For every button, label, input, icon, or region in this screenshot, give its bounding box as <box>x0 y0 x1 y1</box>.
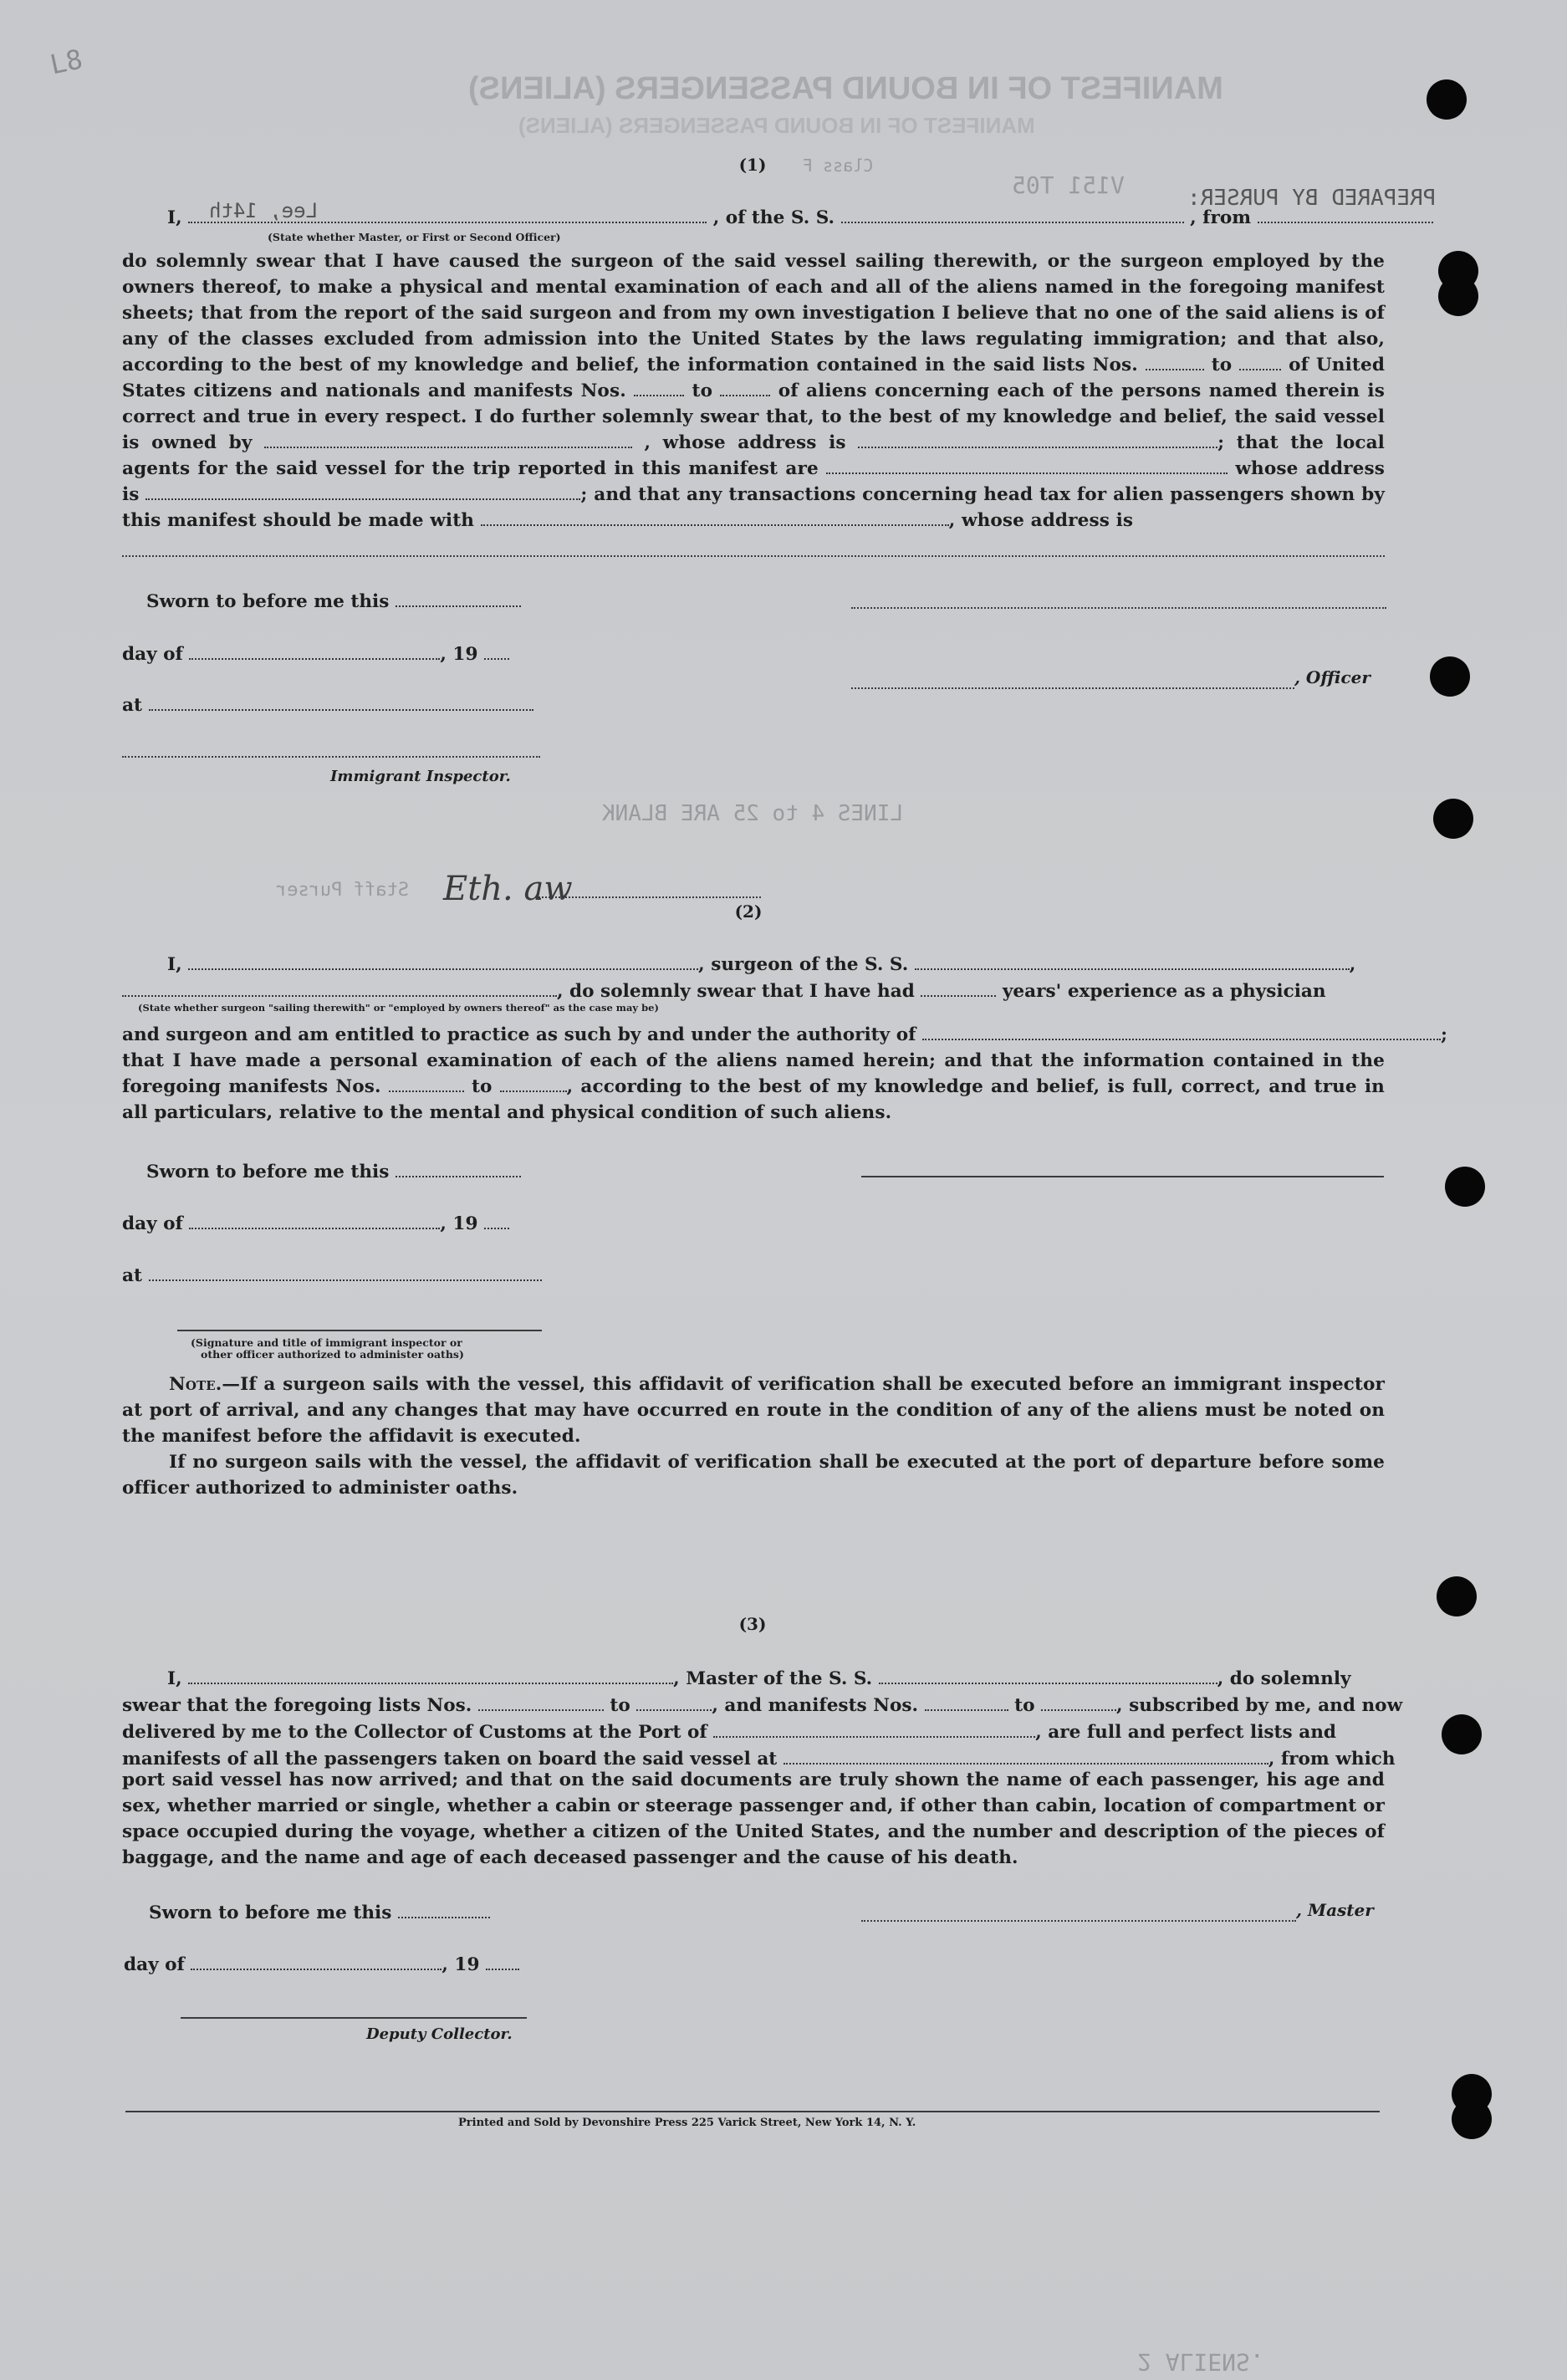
s1-sworn-date-field[interactable] <box>396 589 521 607</box>
s1-officer-sig-top[interactable] <box>851 607 1386 609</box>
s1-para-b: of United States citizens and nationals and manifests Nos. <box>122 355 1386 401</box>
ghost-title-2: MANIFEST OF IN BOUND PASSENGERS (ALIENS) <box>518 113 1035 138</box>
s2-swear: , do solemnly swear that I have had <box>557 981 915 1002</box>
s3-body <box>122 1767 1385 1871</box>
s2-manifest-from-field[interactable] <box>389 1074 464 1092</box>
s3-line2 <box>122 1693 1402 1716</box>
s3-sworn-date-field[interactable] <box>398 1900 490 1918</box>
s3-master-label: , Master <box>1296 1900 1374 1920</box>
s3-line3 <box>122 1719 1336 1743</box>
s2-status-field[interactable] <box>122 978 557 997</box>
s3-master-of: , Master of the S. S. <box>673 1668 873 1689</box>
s1-head-tax-field[interactable] <box>481 508 949 526</box>
s1-day-field[interactable] <box>189 641 440 660</box>
s3-body-text: port said vessel has now arrived; and that on the said documents are truly shown the name of each passenger, his age and sex, whether married or single, whether a cabin or steerage passenger and, if other than cabin, location of compartment or space occupied during the voyage, whether a citizen of the United States, and the number and description of the pieces of baggage, and the name and age of each deceased passenger and the cause of his death. <box>122 1770 1385 1868</box>
s2-day-label: day of <box>122 1213 183 1234</box>
ghost-stamp: V151 T05 <box>1012 171 1125 199</box>
s1-to: to <box>1211 355 1233 375</box>
staff-purser-stamp: Staff Purser <box>276 880 409 901</box>
s3-from-which: , from which <box>1268 1749 1396 1770</box>
s1-owner-field[interactable] <box>264 430 632 448</box>
s2-entitled: and surgeon and am entitled to practice as such by and under the authority of ; <box>122 1022 1447 1045</box>
printer-footer: Printed and Sold by Devonshire Press 225 Varick Street, New York 14, N. Y. <box>458 2117 916 2129</box>
s1-manifests-from-field[interactable] <box>634 378 684 396</box>
s1-year-field[interactable] <box>484 641 509 660</box>
s3-day-field[interactable] <box>191 1952 442 1970</box>
note-block <box>122 1371 1385 1501</box>
s3-line4 <box>122 1746 1396 1770</box>
s3-subscribed: , subscribed by me, and now <box>1116 1695 1403 1716</box>
s1-from-field[interactable] <box>1258 205 1433 223</box>
prepared-by-purser: PREPARED BY PURSER: <box>1187 186 1437 211</box>
punch-hole <box>1445 1167 1485 1207</box>
s3-master-sig[interactable] <box>861 1920 1296 1922</box>
s2-manifest-to-field[interactable] <box>500 1074 567 1092</box>
ghost-title: MANIFEST OF IN BOUND PASSENGERS (ALIENS) <box>468 71 1223 106</box>
s1-at <box>122 692 533 716</box>
purser-signature: Eth. aw <box>443 870 573 908</box>
s3-embark-port-field[interactable] <box>784 1746 1268 1765</box>
punch-hole <box>1427 79 1467 120</box>
s2-years: years' experience as a physician <box>1002 981 1326 1002</box>
s2-line1: I, , surgeon of the S. S. , <box>167 952 1355 975</box>
punch-hole <box>1430 656 1470 697</box>
s2-sworn <box>146 1159 521 1182</box>
s2-surgeon-of: , surgeon of the S. S. <box>698 954 909 975</box>
s3-delivered: delivered by me to the Collector of Customs at the Port of <box>122 1722 707 1743</box>
s3-nineteen: , 19 <box>442 1954 480 1975</box>
section-3-number: (3) <box>738 1614 767 1634</box>
s1-sworn-label: Sworn to before me this <box>146 591 390 612</box>
s3-day-label: day of <box>124 1954 185 1975</box>
s1-owner-address-field[interactable] <box>858 430 1217 448</box>
s3-to: to <box>610 1695 630 1716</box>
s3-master-name-field[interactable] <box>188 1666 673 1684</box>
s1-head-tax: ; and that any transactions concerning head tax for alien passengers shown by this manifest should be made with <box>122 484 1385 531</box>
punch-hole <box>1442 1714 1482 1754</box>
s3-year-field[interactable] <box>486 1952 519 1970</box>
s2-day-field[interactable] <box>189 1211 440 1229</box>
purser-sig-line <box>535 896 761 898</box>
s3-do-solemnly: , do solemnly <box>1217 1668 1351 1689</box>
s3-manifests-all: manifests of all the passengers taken on board the said vessel at <box>122 1749 778 1770</box>
s3-i: I, <box>167 1668 182 1689</box>
footer-rule <box>125 2111 1380 2112</box>
punch-hole <box>1438 276 1478 316</box>
s2-day <box>122 1211 509 1234</box>
s2-according: , according to the best of my knowledge and belief, is full, correct, and true in <box>566 1076 1385 1097</box>
s1-agents-field[interactable] <box>826 456 1228 474</box>
s1-officer-sig[interactable] <box>851 687 1294 689</box>
s2-line2 <box>122 978 1326 1002</box>
s1-agents-address-field[interactable] <box>145 482 580 500</box>
s3-collector-sig[interactable] <box>181 2017 527 2019</box>
s2-sig-caption-1: (Signature and title of immigrant inspector or <box>191 1336 462 1349</box>
lines-blank-stamp: LINES 4 to 25 ARE BLANK <box>602 801 904 826</box>
s2-examination <box>122 1048 1385 1126</box>
s3-sworn <box>149 1900 490 1923</box>
s1-local-agents: that the local agents for the said vessel for the trip reported in this manifest are <box>122 432 1385 479</box>
s2-entitled-text: and surgeon and am entitled to practice as such by and under the authority of <box>122 1024 916 1045</box>
punch-hole <box>1452 2099 1492 2139</box>
s2-sig-caption-2: other officer authorized to administer oaths) <box>201 1348 464 1361</box>
s3-deputy-collector-label: Deputy Collector. <box>366 2025 513 2043</box>
punch-hole <box>1437 1576 1477 1616</box>
s2-caption: (State whether surgeon "sailing therewith" or "employed by owners thereof" as the case may be) <box>138 1002 659 1014</box>
bottom-stamp: 2 ALIENS. <box>1137 2348 1264 2376</box>
s3-lists-from-field[interactable] <box>478 1693 604 1711</box>
s1-whose-address: , whose address is <box>644 432 846 453</box>
s2-examination-text: that I have made a personal examination of each of the aliens named herein; and that the information contained in the <box>122 1050 1385 1071</box>
s2-i: I, <box>167 954 182 975</box>
s3-full-lists: , are full and perfect lists and <box>1035 1722 1337 1743</box>
s2-nineteen: , 19 <box>440 1213 478 1234</box>
s1-typed-name: Lee, 14th <box>209 199 319 222</box>
s2-vessel-field[interactable] <box>915 952 1350 970</box>
s2-to: to <box>471 1076 493 1097</box>
s1-address-line[interactable] <box>122 555 1385 557</box>
s2-surgeon-sig[interactable] <box>861 1176 1384 1177</box>
s1-sworn <box>146 589 521 612</box>
section-1-number: (1) <box>738 155 767 175</box>
s3-and-manifests: , and manifests Nos. <box>712 1695 919 1716</box>
s1-lists-to-field[interactable] <box>1239 352 1281 370</box>
s1-whose-address-2: whose address is <box>122 458 1385 505</box>
s2-authority-field[interactable] <box>922 1022 1441 1040</box>
corner-mark: L8 <box>47 43 86 81</box>
s3-manifests-from-field[interactable] <box>925 1693 1008 1711</box>
s3-lists-to-field[interactable] <box>636 1693 712 1711</box>
s3-manifests-to-field[interactable] <box>1041 1693 1116 1711</box>
s1-nineteen: , 19 <box>440 644 478 665</box>
s2-foregoing: foregoing manifests Nos. <box>122 1076 381 1097</box>
punch-hole <box>1433 799 1473 839</box>
s1-vessel-field[interactable] <box>841 205 1184 223</box>
section-2-number: (2) <box>734 901 763 922</box>
s2-sworn-label: Sworn to before me this <box>146 1162 390 1182</box>
s1-i: I, <box>167 207 182 228</box>
note-label: Note. <box>169 1374 222 1395</box>
ghost-class: Class F <box>803 156 874 176</box>
s1-day <box>122 641 509 665</box>
s2-sworn-date-field[interactable] <box>396 1159 521 1177</box>
s1-inspector-label: Immigrant Inspector. <box>330 768 511 785</box>
s2-surgeon-name-field[interactable] <box>188 952 698 970</box>
s3-port-field[interactable] <box>713 1719 1035 1738</box>
s2-at <box>122 1263 542 1286</box>
s1-caption: (State whether Master, or First or Second Officer) <box>268 231 561 243</box>
s1-whose-address-3: , whose address is <box>948 510 1134 531</box>
note-text-1: —If a surgeon sails with the vessel, this affidavit of verification shall be executed before an immigrant inspector at port of arrival, and any changes that may have occurred en route in the condition of any of the aliens must be noted on the manifest before the affidavit is executed. <box>122 1374 1385 1447</box>
s3-line1 <box>167 1666 1351 1689</box>
s2-particulars: all particulars, relative to the mental and physical condition of such aliens. <box>122 1102 892 1123</box>
s3-sworn-label: Sworn to before me this <box>149 1902 392 1923</box>
s1-officer-label: , Officer <box>1294 667 1370 687</box>
s1-to-2: to <box>692 380 713 401</box>
s1-para-a: do solemnly swear that I have caused the surgeon of the said vessel sailing therewith, or the surgeon employed by the owners thereof, to make a physical and mental examination of each and all of the aliens named in the foregoing manifest sheets; that from the report of the said surgeon and from my own investigation I believe that no one of the said aliens is of any of the classes excluded from admission into the United States by the laws regulating immigration; and that also, according to the best of my knowledge and belief, the information contained in the said lists Nos. <box>122 251 1385 375</box>
s1-line1 <box>167 205 1433 228</box>
note-text-2: If no surgeon sails with the vessel, the affidavit of verification shall be executed at the port of departure before some officer authorized to administer oaths. <box>122 1452 1385 1499</box>
s1-from: , from <box>1190 207 1252 228</box>
s1-body: do solemnly swear that I have caused the surgeon of the said vessel sailing therewith, or the surgeon employed by the owners thereof, to make a physical and mental examination of each and all of the aliens named in the foregoing manifest sheets; that from the report of the said surgeon and from my own investigation I believe that no one of the said aliens is of any of the classes excluded from admission into the United States by the laws regulating immigration; and that also, according to the best of my knowledge and belief, the information contained in the said lists Nos. to of United States citizens and nationals and manifests Nos. to of aliens concerning each of the persons named therein is correct and true in every respect. I do further solemnly swear that, to the best of my knowledge and belief, the said vessel is owned by , whose address is ; that the local agents for the said vessel for the trip reported in this manifest are whose address is ; and that any transactions concerning head tax for alien passengers shown by this manifest should be made with , whose address is <box>122 251 1386 531</box>
s3-vessel-field[interactable] <box>879 1666 1217 1684</box>
s2-inspector-sig[interactable] <box>177 1330 542 1331</box>
s1-manifests-to-field[interactable] <box>720 378 770 396</box>
s2-at-field[interactable] <box>149 1263 542 1281</box>
s1-at-label: at <box>122 695 142 716</box>
s1-of-ss: , of the S. S. <box>712 207 835 228</box>
s3-day <box>124 1952 519 1975</box>
s1-para-c: of aliens concerning each of the persons named therein is correct and true in every respect. I do further solemnly swear that, to the best of my knowledge and belief, the said vessel is owned by <box>122 380 1385 453</box>
s2-years-field[interactable] <box>921 978 996 997</box>
s3-swear-lists: swear that the foregoing lists Nos. <box>122 1695 472 1716</box>
s1-inspector-sig[interactable] <box>122 756 540 758</box>
s1-at-field[interactable] <box>149 692 533 711</box>
s1-lists-from-field[interactable] <box>1146 352 1204 370</box>
s2-at-label: at <box>122 1265 142 1286</box>
s2-year-field[interactable] <box>484 1211 509 1229</box>
s3-to-2: to <box>1014 1695 1035 1716</box>
s1-day-label: day of <box>122 644 183 665</box>
